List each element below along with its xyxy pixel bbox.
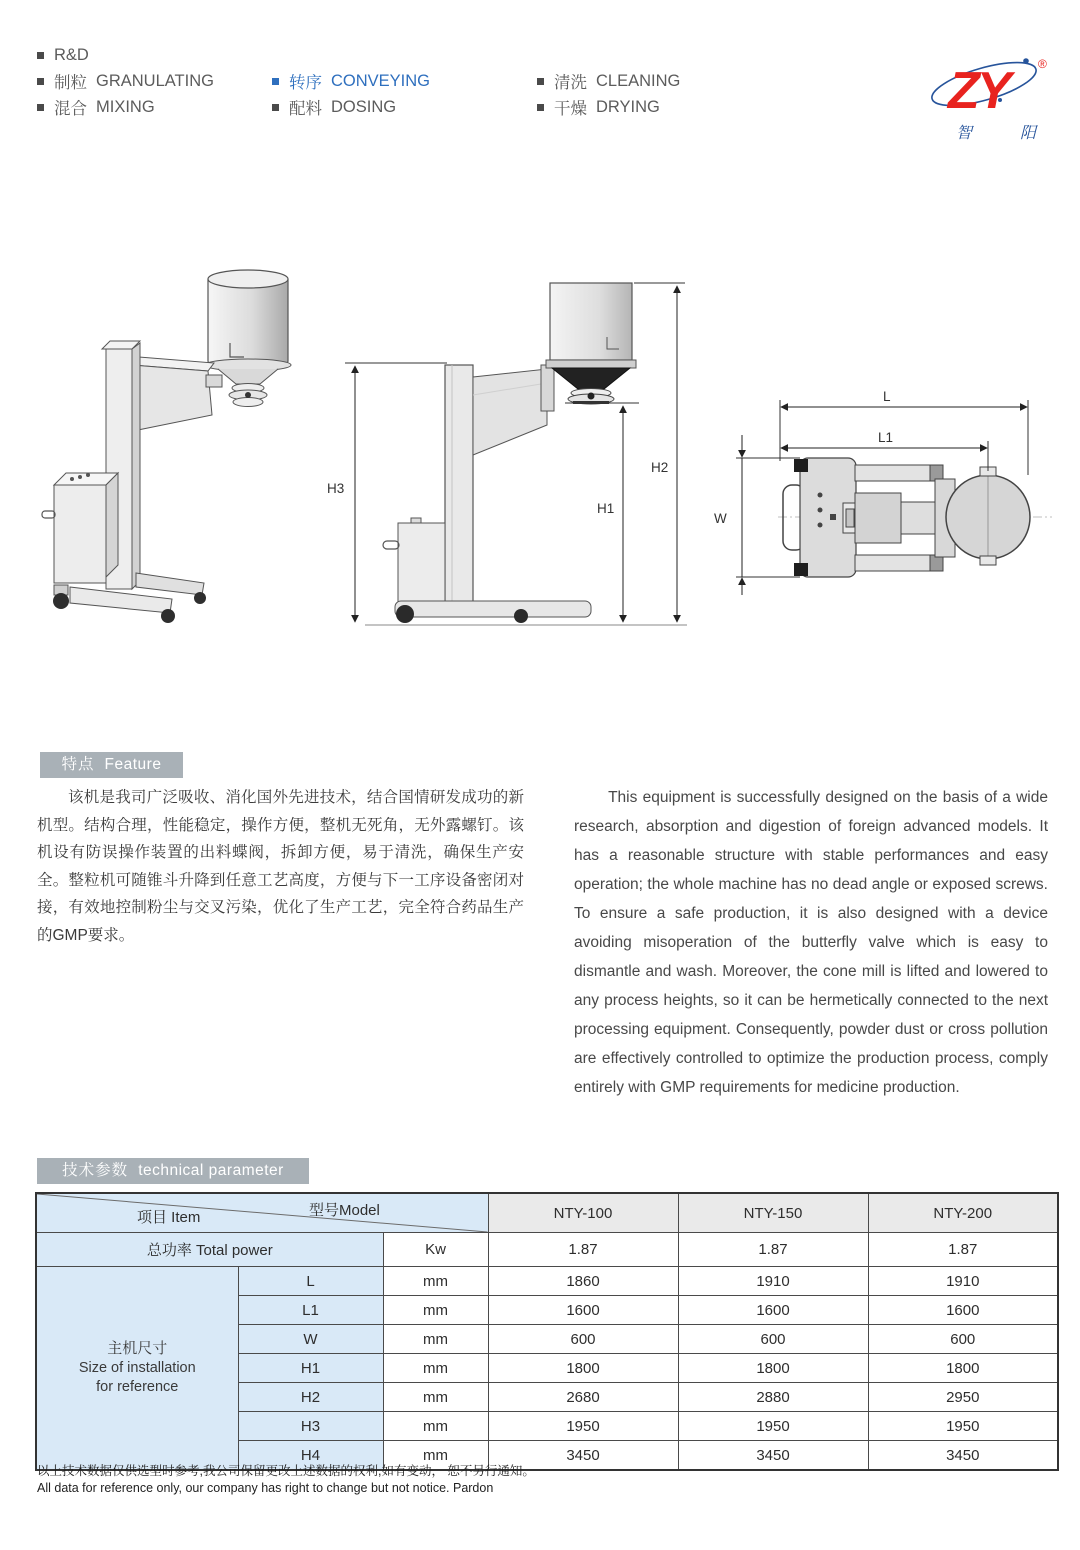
dim-unit: mm	[383, 1354, 488, 1383]
dim-label: H1	[238, 1354, 383, 1383]
feature-heading	[40, 752, 183, 778]
power-label: 总功率 Total power	[36, 1233, 383, 1267]
dim-unit: mm	[383, 1296, 488, 1325]
dim-value: 1800	[868, 1354, 1058, 1383]
zy-logo-icon	[922, 48, 1057, 146]
dim-unit: mm	[383, 1383, 488, 1412]
feature-heading-zh: 特点	[61, 756, 95, 773]
nav-label-zh: 混合	[54, 100, 87, 118]
nav-label-en: CONVEYING	[331, 71, 431, 90]
nav-label-en: GRANULATING	[96, 71, 214, 90]
dim-value: 3450	[678, 1441, 868, 1471]
nav-item-cleaning	[537, 68, 837, 94]
nav-column-1	[37, 42, 272, 120]
dim-unit: mm	[383, 1325, 488, 1354]
power-value: 1.87	[488, 1233, 678, 1267]
dim-label: H2	[238, 1383, 383, 1412]
nav-column-2	[272, 42, 537, 120]
dim-value: 2680	[488, 1383, 678, 1412]
square-bullet-icon	[272, 78, 279, 85]
feature-text-en: This equipment is successfully designed on the basis of a wide research, absorption and digestion of foreign advanced models. It has a reasonable structure with stable performances and easy operation; the whole machine has no dead angle or exposed screws. To ensure a safe production, it is also designed with a device avoiding misoperation of the butterfly valve which is easy to dismantle and wash. Moreover, the cone mill is lifted and lowered to any process heights, so it can be hermetically connected to the next processing equipment. Consequently, powder dust or cross pollution are effectively controlled to optimize the production process, comply entirely with GMP requirements for medicine production.	[574, 789, 1048, 1096]
registered-mark: ®	[1038, 57, 1047, 71]
category-nav	[37, 42, 837, 120]
dim-label: L1	[238, 1296, 383, 1325]
params-heading-en: technical parameter	[138, 1162, 284, 1179]
dim-value: 600	[868, 1325, 1058, 1354]
size-group-en: for reference	[96, 1379, 179, 1395]
dim-label: W	[238, 1325, 383, 1354]
footnote	[37, 1463, 535, 1497]
model-header-nty150: NTY-150	[678, 1193, 868, 1233]
dim-label: H3	[238, 1412, 383, 1441]
dim-unit: mm	[383, 1267, 488, 1296]
size-group-zh: 主机尺寸	[107, 1340, 168, 1357]
dim-label: L	[238, 1267, 383, 1296]
drawing-top-view	[700, 375, 1070, 595]
nav-label-en: DOSING	[331, 97, 397, 116]
corner-model-label: 型号Model	[309, 1202, 380, 1219]
drawing-perspective-view	[40, 265, 340, 655]
dim-value: 1910	[868, 1267, 1058, 1296]
dim-value: 1600	[868, 1296, 1058, 1325]
nav-label-zh: 干燥	[554, 100, 587, 118]
square-bullet-icon	[537, 104, 544, 111]
params-heading-zh: 技术参数	[62, 1162, 129, 1179]
dim-label-l1: L1	[878, 430, 894, 445]
corner-cell	[36, 1193, 488, 1233]
nav-label-zh: 转序	[289, 74, 322, 92]
nav-item-granulating	[37, 68, 272, 94]
size-group-cell	[36, 1267, 238, 1471]
dim-value: 1860	[488, 1267, 678, 1296]
power-unit: Kw	[383, 1233, 488, 1267]
nav-label-zh: 配料	[289, 100, 322, 118]
corner-item-label: 项目 Item	[137, 1209, 201, 1226]
nav-column-3	[537, 42, 837, 120]
brand-logo	[922, 48, 1057, 146]
dim-value: 2880	[678, 1383, 868, 1412]
footnote-en: All data for reference only, our company has right to change but not notice. Pardon	[37, 1481, 494, 1495]
dim-value: 1600	[678, 1296, 868, 1325]
nav-label-en: CLEANING	[596, 71, 681, 90]
feature-heading-en: Feature	[104, 756, 162, 773]
logo-subtext: 智 阳	[956, 125, 1057, 142]
nav-item-mixing	[37, 94, 272, 120]
dim-label-h1: H1	[597, 501, 615, 516]
dim-label: H4	[238, 1441, 383, 1471]
dim-unit: mm	[383, 1412, 488, 1441]
dim-value: 1950	[678, 1412, 868, 1441]
nav-label-en: MIXING	[96, 97, 155, 116]
square-bullet-icon	[37, 104, 44, 111]
dim-label-h3: H3	[327, 481, 345, 496]
dim-value: 1800	[678, 1354, 868, 1383]
nav-label-zh: 制粒	[54, 74, 87, 92]
table-row-L	[36, 1267, 1058, 1296]
feature-text-zh: 该机是我司广泛吸收、消化国外先进技术，结合国情研发成功的新机型。结构合理，性能稳定，操作方便，整机无死角，无外露螺钉。该机设有防误操作装置的出料蝶阀，拆卸方便，易于清洗，确保生产安全。整粒机可随锥斗升降到任意工艺高度，方便与下一工序设备密闭对接，有效地控制粉尘与交叉污染，优化了生产工艺，完全符合药品生产的GMP要求。	[37, 789, 524, 944]
power-value: 1.87	[868, 1233, 1058, 1267]
dim-label-w: W	[714, 511, 727, 526]
dim-value: 3450	[868, 1441, 1058, 1471]
dim-value: 3450	[488, 1441, 678, 1471]
dim-label-l: L	[883, 389, 891, 404]
nav-label: R&D	[54, 45, 89, 64]
model-header-nty100: NTY-100	[488, 1193, 678, 1233]
size-group-en: Size of installation	[78, 1360, 196, 1376]
dim-unit: mm	[383, 1441, 488, 1471]
power-value: 1.87	[678, 1233, 868, 1267]
square-bullet-icon	[37, 52, 44, 59]
dim-value: 600	[488, 1325, 678, 1354]
nav-item-conveying-active	[272, 68, 537, 94]
footnote-zh: 以上技术数据仅供选型时参考,我公司保留更改上述数据的权利,如有变动， 恕不另行通知。	[37, 1464, 535, 1478]
square-bullet-icon	[272, 104, 279, 111]
nav-label-en: DRYING	[596, 97, 660, 116]
dim-value: 1800	[488, 1354, 678, 1383]
nav-label-zh: 清洗	[554, 74, 587, 92]
nav-item-dosing	[272, 94, 537, 120]
nav-item-drying	[537, 94, 837, 120]
dim-value: 1950	[488, 1412, 678, 1441]
svg-text:ZY: ZY	[948, 62, 1009, 120]
dim-value: 1910	[678, 1267, 868, 1296]
dim-label-h2: H2	[651, 460, 669, 475]
diagonal-divider	[37, 1194, 488, 1232]
dim-value: 1950	[868, 1412, 1058, 1441]
parameters-table	[35, 1192, 1059, 1471]
table-row-power	[36, 1233, 1058, 1267]
dim-value: 600	[678, 1325, 868, 1354]
square-bullet-icon	[537, 78, 544, 85]
model-header-nty200: NTY-200	[868, 1193, 1058, 1233]
dim-value: 2950	[868, 1383, 1058, 1412]
nav-item-rd	[37, 42, 272, 68]
drawing-side-view	[325, 265, 695, 640]
params-heading	[37, 1158, 309, 1184]
square-bullet-icon	[37, 78, 44, 85]
dim-value: 1600	[488, 1296, 678, 1325]
